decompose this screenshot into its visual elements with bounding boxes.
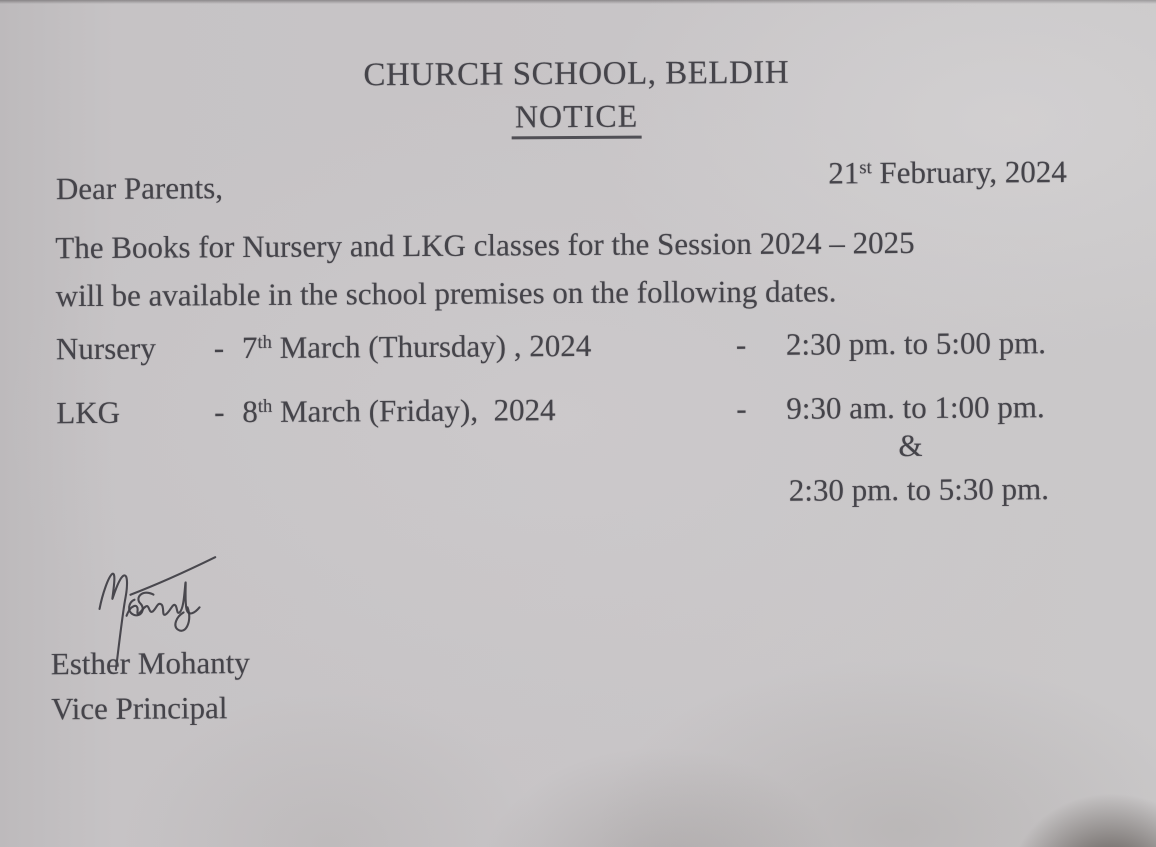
dash-separator: - bbox=[214, 394, 225, 430]
class-date bbox=[242, 327, 736, 366]
class-name-label: LKG bbox=[56, 394, 121, 431]
dash-separator: - bbox=[735, 326, 747, 363]
body-line-1: The Books for Nursery and LKG classes for the Session 2024 – 2025 bbox=[55, 224, 915, 266]
date-day-number: 8 bbox=[242, 393, 258, 430]
school-name: CHURCH SCHOOL, BELDIH bbox=[363, 54, 790, 94]
signatory-block bbox=[51, 643, 250, 734]
date-rest-text: March (Thursday) , 2024 bbox=[271, 327, 592, 365]
body-paragraph bbox=[55, 221, 1116, 323]
class-time: 9:30 am. to 1:00 pm. bbox=[786, 389, 1045, 426]
dash-separator: - bbox=[213, 330, 225, 366]
body-line-2: will be available in the school premises on the following dates. bbox=[55, 273, 837, 314]
class-date bbox=[242, 391, 736, 430]
signatory-title: Vice Principal bbox=[51, 690, 228, 727]
title-block bbox=[0, 52, 1155, 142]
class-name-label: Nursery bbox=[55, 330, 156, 367]
ampersand: & bbox=[898, 427, 923, 464]
date-day-ordinal: th bbox=[257, 331, 272, 353]
date-rest: February, 2024 bbox=[871, 154, 1067, 191]
additional-time: 2:30 pm. to 5:30 pm. bbox=[788, 471, 1050, 508]
date-day: 21 bbox=[828, 155, 860, 191]
signatory-name: Esther Mohanty bbox=[50, 645, 250, 682]
schedule-row-nursery bbox=[56, 325, 1118, 395]
dash-separator: - bbox=[736, 390, 747, 427]
date-day-ordinal: th bbox=[257, 395, 273, 417]
class-time: 2:30 pm. to 5:00 pm. bbox=[785, 325, 1047, 362]
date-ordinal: st bbox=[859, 156, 872, 179]
date-day-number: 7 bbox=[241, 329, 258, 366]
notice-heading: NOTICE bbox=[512, 98, 642, 140]
date-line bbox=[828, 154, 1067, 191]
salutation: Dear Parents, bbox=[55, 170, 224, 207]
date-rest-text: March (Friday), 2024 bbox=[272, 392, 556, 429]
